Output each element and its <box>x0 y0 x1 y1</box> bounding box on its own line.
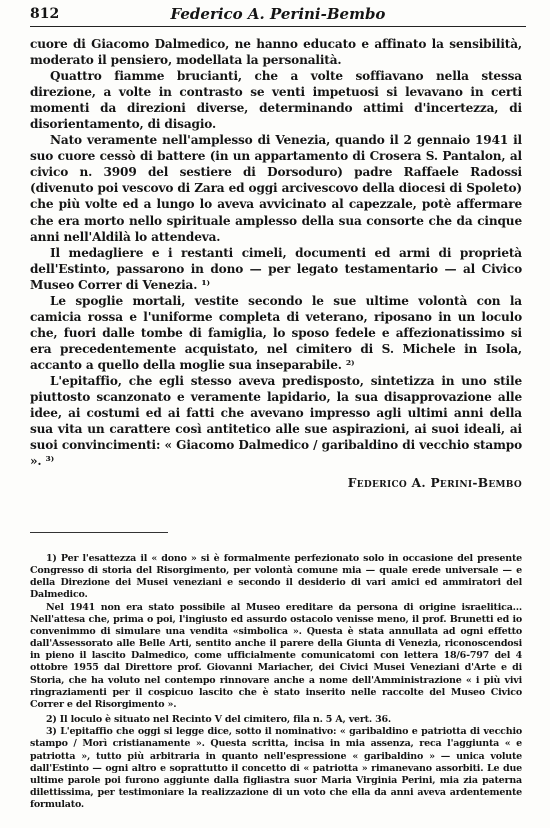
main-text <box>30 36 522 491</box>
paragraph: Quattro fiamme brucianti, che a volte soffiavano nella stessa direzione, a volte in contrasto se venti impetuosi si levavano in certi momenti da direzioni diverse, determinando attimi d'incertezza, di disorientamento, di disagio. <box>30 69 522 132</box>
paragraph: L'epitaffio, che egli stesso aveva predisposto, sintetizza in uno stile piuttosto scanzonato e veramente lapidario, la sua disapprovazione alle idee, ai costumi ed ai fatti che avevano impresso agli ultimi anni della sua vita un carattere così antitetico alle sue aspirazioni, ai suoi ideali, ai suoi convincimenti: « Giacomo Dalmedico / garibaldino di vecchio stampo ». ³⁾ <box>30 373 522 469</box>
paragraph: Nato veramente nell'amplesso di Venezia, quando il 2 gennaio 1941 il suo cuore cessò di battere (in un appartamento di Crosera S. Pantalon, al civico n. 3909 del sestiere di Dorsoduro) padre Raffaele Radossi (divenuto poi vescovo di Zara ed oggi arcivescovo della diocesi di Spoleto) che più volte ed a lungo lo aveva avvicinato al capezzale, potè affermare che era morto nello spirituale amplesso della sua consorte che da cinque anni nell'Aldilà lo attendeva. <box>30 133 522 244</box>
paragraph: Il medagliere e i restanti cimeli, documenti ed armi di proprietà dell'Estinto, passarono in dono — per legato testamentario — al Civico Museo Correr di Venezia. ¹⁾ <box>30 245 522 292</box>
page-header <box>30 4 526 27</box>
footnotes <box>30 553 522 811</box>
running-title: Federico A. Perini-Bembo <box>170 5 386 23</box>
footnote: 2) Il loculo è situato nel Recinto V del cimitero, fila n. 5 A, vert. 36. <box>46 714 392 726</box>
footnote-rule <box>30 532 168 533</box>
author-signature: Federico A. Perini-Bembo <box>347 476 522 491</box>
footnote: Nel 1941 non era stato possibile al Museo ereditare da persona di origine israelitica... Nell'attesa che, prima o poi, l'ingiusto ed assurdo ostacolo venisse meno, il prof. Brunetti ed io convenimmo di simulare una vendita «simbolica ». Questa è stata annullata ad ogni effetto dall'Assessorato alle Belle Arti, sentito anche il parere della Giunta di Venezia, riconoscendosi in pieno il lascito Dalmedico, come ufficialmente comunicatomi con lettera 18/6-797 del 4 ottobre 1955 dal Direttore prof. Giovanni Mariacher, dei Civici Musei Veneziani d'Arte e di Storia, che ha voluto nel contempo rinnovare anche a nome dell'Amministrazione « i più vivi ringraziamenti per il cospicuo lascito che è stato inserito nelle raccolte del Museo Civico Correr e del Risorgimento ». <box>30 601 522 710</box>
paragraph: cuore di Giacomo Dalmedico, ne hanno educato e affinato la sensibilità, moderato il pensiero, modellata la personalità. <box>30 37 522 68</box>
paragraph: Le spoglie mortali, vestite secondo le sue ultime volontà con la camicia rossa e l'uniforme completa di veterano, riposano in un loculo che, fuori dalle tombe di famiglia, lo sposo fedele e affezionatissimo si era precedentemente acquistato, nel cimitero di S. Michele in Isola, accanto a quello della moglie sua inseparabile. ²⁾ <box>30 293 522 372</box>
footnote: 1) Per l'esattezza il « dono » si è formalmente perfezionato solo in occasione del presente Congresso di storia del Risorgimento, per volontà comune mia — quale erede universale — e della Direzione dei Musei veneziani e secondo il desiderio di vari amici ed ammiratori del Dalmedico. <box>30 553 522 601</box>
page-number: 812 <box>30 6 60 22</box>
footnote: 3) L'epitaffio che oggi si legge dice, sotto il nominativo: « garibaldino e patriotta di vecchio stampo / Morì cristianamente ». Questa scritta, incisa in mia assenza, reca l'aggiunta « e patriotta », tutto più arbitraria in quanto nell'espressione « garibaldino » — unica volute dall'Estinto — ogni altro e soprattutto il concetto di « patriotta » rimanevano assorbiti. Le due ultime parole poi furono aggiunte dalla figliastra suor Maria Virginia Perini, mia zia paterna dilettissima, per testimoniare la realizzazione di un voto che ella da anni aveva ardentemente formulato. <box>30 726 522 811</box>
